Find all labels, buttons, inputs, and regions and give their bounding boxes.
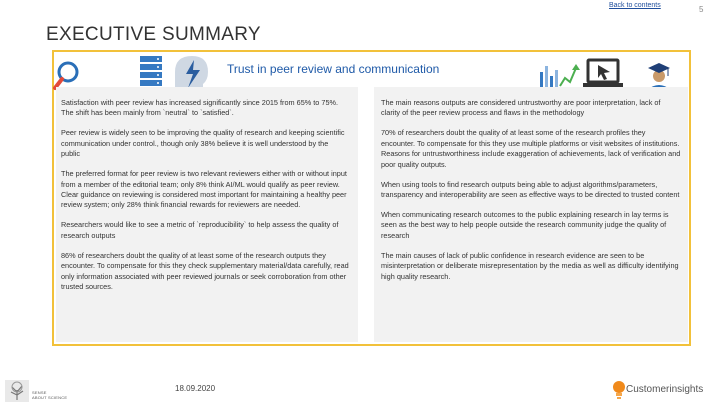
sense-about-science-logo: SENSE ABOUT SCIENCE — [32, 390, 68, 400]
left-paragraph: Peer review is widely seen to be improving the quality of research and keeping scientific communication under control., though only 38% believe it is well understood by the public — [61, 128, 345, 159]
data-chart-icon — [540, 64, 580, 88]
left-paragraph: Satisfaction with peer review has increased significantly since 2015 from 65% to 75%. The shift has been mainly from `neutral` to `satisfied`. — [61, 98, 339, 118]
banner-icons — [0, 0, 720, 100]
right-paragraph: The main reasons outputs are considered untrustworthy are poor interpretation, lack of clarity of the peer review process and flaws in the methodology — [381, 98, 661, 118]
right-column — [381, 98, 681, 292]
left-paragraph: Researchers would like to see a metric of `reproducibility` to help assess the quality of research outputs — [61, 220, 339, 240]
left-column — [61, 98, 349, 302]
brain-lightning-icon — [175, 56, 208, 90]
bulb-icon — [612, 378, 626, 402]
right-paragraph: 70% of researchers doubt the quality of at least some of the research profiles they encounter. To compensate for this they use multiple platforms or visit websites of institutions. Reasons for untrustworthiness include exaggeration of achievements, lack of verification and poor quality outputs. — [381, 128, 681, 169]
banner-title: Trust in peer review and communication — [227, 62, 440, 76]
laptop-cursor-icon — [583, 60, 623, 87]
left-paragraph: 86% of researchers doubt the quality of at least some of the research outputs they encounter. To compensate for this they check supplementary material/data carefully, read only information associated with peer reviewed journals or seek corroboration from other trusted sources. — [61, 250, 349, 292]
elsevier-tree-logo — [3, 378, 31, 404]
left-paragraph: The preferred format for peer review is two relevant reviewers either with or without input from a member of the editorial team; only 8% think AI/ML would qualify as peer review. Clear guidance on reviewing is considered most important for maintaining a healthy peer review system; only 28% think financial rewards for reviewers are needed. — [61, 169, 347, 210]
right-paragraph: When using tools to find research outputs being able to adjust algorithms/parameters, transparency and interoperability are seen as effective ways to be directed to trusted content — [381, 179, 680, 200]
customer-insights-logo: Customerinsights — [626, 384, 704, 395]
graduate-icon — [647, 63, 671, 90]
magnifier-icon — [55, 63, 77, 88]
footer-date: 18.09.2020 — [175, 384, 216, 393]
right-paragraph: When communicating research outcomes to the public explaining research in lay terms is seen as the best way to help people outside the research community judge the quality of research — [381, 210, 669, 240]
back-to-contents-link[interactable]: Back to contents — [609, 2, 661, 9]
right-paragraph: The main causes of lack of public confidence in research evidence are seen to be misinterpretation or deliberate misrepresentation by the media as well as difficulty identifying high quality research. — [381, 250, 679, 281]
page-number: 5 — [699, 5, 704, 14]
page-title: EXECUTIVE SUMMARY — [46, 24, 261, 45]
server-stack-icon — [140, 56, 162, 86]
